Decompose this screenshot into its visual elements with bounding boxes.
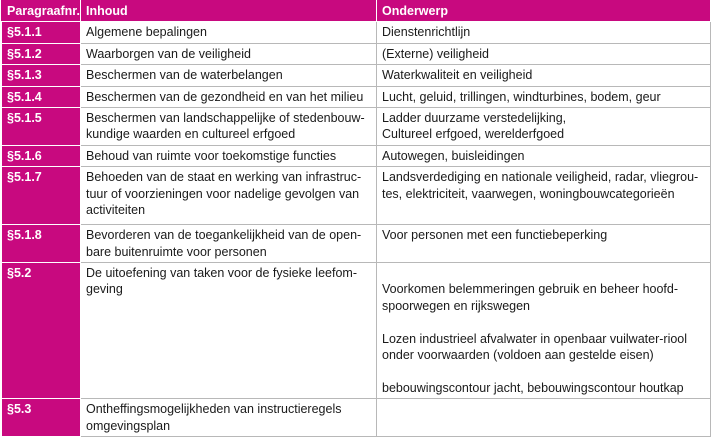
onderwerp-cell	[377, 108, 711, 146]
paragraaf-cell: §5.1.2	[2, 43, 81, 64]
onderwerp-cell	[377, 22, 711, 43]
onderwerp-line: Autowegen, buisleidingen	[382, 148, 525, 163]
inhoud-cell	[81, 22, 377, 43]
onderwerp-cell	[377, 225, 711, 263]
onderwerp-line: Voor personen met een functiebeperking	[382, 228, 608, 243]
table-row	[2, 65, 711, 86]
table-row	[2, 108, 711, 146]
header-row	[2, 1, 711, 22]
inhoud-cell	[81, 225, 377, 263]
header-inhoud: Inhoud	[81, 1, 377, 22]
paragraaf-cell: §5.2	[2, 263, 81, 399]
inhoud-line: Behoud van ruimte voor toekomstige functies	[86, 148, 337, 163]
inhoud-line: omgevingsplan	[86, 418, 171, 433]
inhoud-line: Beschermen van landschappelijke of stedenbouw-	[86, 111, 365, 126]
onderwerp-line: spoorwegen en rijkswegen	[382, 298, 531, 313]
paragraph-table	[1, 0, 711, 437]
table-row	[2, 145, 711, 166]
onderwerp-cell	[377, 167, 711, 225]
inhoud-cell	[81, 43, 377, 64]
onderwerp-line: (Externe) veiligheid	[382, 46, 489, 61]
paragraaf-cell: §5.1.8	[2, 225, 81, 263]
onderwerp-cell	[377, 263, 711, 399]
inhoud-cell	[81, 65, 377, 86]
inhoud-line: De uitoefening van taken voor de fysieke leefom-	[86, 266, 357, 281]
inhoud-cell	[81, 145, 377, 166]
onderwerp-line: Voorkomen belemmeringen gebruik en beheer hoofd-	[382, 282, 679, 297]
table-row	[2, 399, 711, 437]
onderwerp-line: Ladder duurzame verstedelijking,	[382, 111, 567, 126]
inhoud-cell	[81, 108, 377, 146]
inhoud-line: Algemene bepalingen	[86, 25, 207, 40]
onderwerp-cell	[377, 65, 711, 86]
paragraaf-cell: §5.1.4	[2, 86, 81, 107]
onderwerp-line: bebouwingscontour jacht, bebouwingscontour houtkap	[382, 380, 684, 395]
header-onderwerp: Onderwerp	[377, 1, 711, 22]
inhoud-line: activiteiten	[86, 203, 146, 218]
paragraaf-cell: §5.1.6	[2, 145, 81, 166]
onderwerp-line: Lucht, geluid, trillingen, windturbines, bodem, geur	[382, 89, 661, 104]
inhoud-line: Bevorderen van de toegankelijkheid van de open-	[86, 228, 362, 243]
onderwerp-line: Cultureel erfgoed, werelderfgoed	[382, 127, 565, 142]
table-row	[2, 225, 711, 263]
onderwerp-line: Dienstenrichtlijn	[382, 25, 471, 40]
inhoud-cell	[81, 399, 377, 437]
table-row	[2, 22, 711, 43]
inhoud-line: geving	[86, 282, 123, 297]
inhoud-line: tuur of voorzieningen voor nadelige gevolgen van	[86, 186, 360, 201]
table-row	[2, 167, 711, 225]
onderwerp-line: Waterkwaliteit en veiligheid	[382, 68, 533, 83]
onderwerp-cell	[377, 399, 711, 437]
inhoud-cell	[81, 86, 377, 107]
paragraaf-cell: §5.1.7	[2, 167, 81, 225]
onderwerp-line: Lozen industrieel afvalwater in openbaar vuilwater-riool	[382, 331, 688, 346]
inhoud-cell	[81, 263, 377, 399]
onderwerp-line: Landsverdediging en nationale veiligheid, radar, vliegrou-	[382, 170, 699, 185]
onderwerp-line: tes, elektriciteit, vaarwegen, woningbouwcategorieën	[382, 186, 675, 201]
inhoud-line: Behoeden van de staat en werking van infrastruc-	[86, 170, 362, 185]
table-row	[2, 86, 711, 107]
paragraaf-cell: §5.1.3	[2, 65, 81, 86]
inhoud-line: kundige waarden en cultureel erfgoed	[86, 127, 296, 142]
inhoud-line: bare buitenruimte voor personen	[86, 244, 267, 259]
inhoud-line: Waarborgen van de veiligheid	[86, 46, 251, 61]
onderwerp-cell	[377, 43, 711, 64]
inhoud-line: Beschermen van de waterbelangen	[86, 68, 283, 83]
inhoud-cell	[81, 167, 377, 225]
inhoud-line: Ontheffingsmogelijkheden van instructieregels	[86, 402, 342, 417]
onderwerp-cell	[377, 86, 711, 107]
paragraaf-cell: §5.1.1	[2, 22, 81, 43]
header-paragraaf: Paragraafnr.	[2, 1, 81, 22]
onderwerp-line: onder voorwaarden (voldoen aan gestelde eisen)	[382, 348, 654, 363]
onderwerp-cell	[377, 145, 711, 166]
inhoud-line: Beschermen van de gezondheid en van het milieu	[86, 89, 364, 104]
paragraaf-cell: §5.3	[2, 399, 81, 437]
paragraaf-cell: §5.1.5	[2, 108, 81, 146]
table-row	[2, 263, 711, 399]
table-row	[2, 43, 711, 64]
